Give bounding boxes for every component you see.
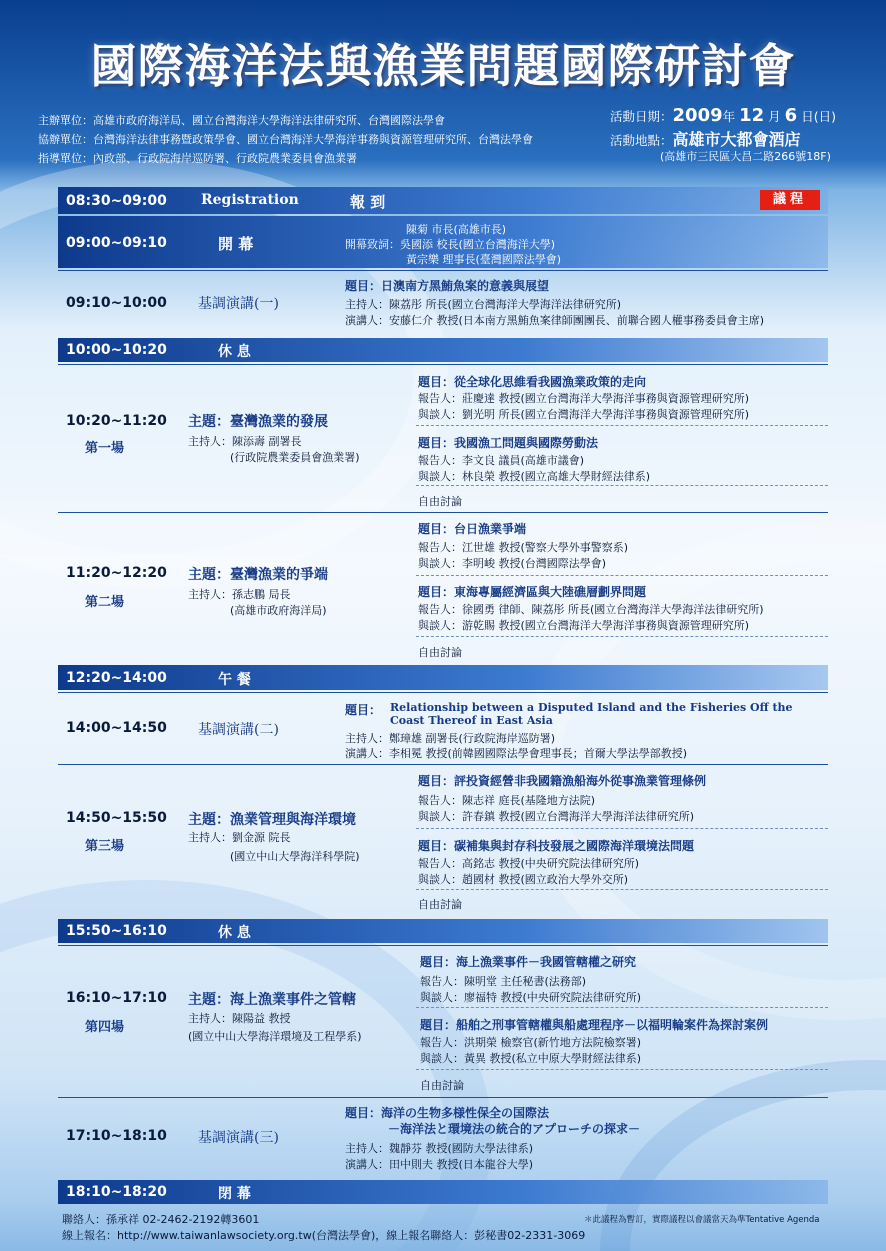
discussant: 與談人：游乾賜 教授(國立台灣海洋大學海洋事務與資源管理研究所) (418, 619, 750, 632)
time-slot: 10:00~10:20 (66, 342, 167, 358)
event-month: 12 (739, 105, 765, 126)
presenter: 報告人：洪期榮 檢察官(新竹地方法院檢察署) (420, 1036, 642, 1049)
registration-en: Registration (201, 192, 299, 208)
schedule-keynote-1 (58, 270, 828, 338)
event-day: 6 (784, 105, 798, 126)
closing-title: 閉 幕 (218, 1186, 251, 1202)
presenter: 報告人：高銘志 教授(中央研究院法律研究所) (418, 857, 640, 870)
schedule-session-4 (58, 945, 828, 1097)
event-month-unit: 月 (768, 109, 781, 124)
topic-label: 題目： (345, 703, 382, 717)
topic-title: 題目：東海專屬經濟區與大陸礁層劃界問題 (418, 585, 647, 599)
presenter: 報告人：莊慶達 教授(國立台灣海洋大學海洋事務與資源管理研究所) (418, 392, 750, 405)
free-discussion: 自由討論 (418, 898, 462, 911)
event-year-unit: 年 (722, 109, 736, 124)
topic-title: 題目：從全球化思維看我國漁業政策的走向 (418, 375, 647, 389)
time-slot: 16:10~17:10 (66, 990, 167, 1006)
schedule-closing (58, 1180, 828, 1204)
topic-title: 題目：評投資經營非我國籍漁船海外從事漁業管理條例 (418, 774, 707, 788)
free-discussion: 自由討論 (418, 646, 462, 659)
schedule-keynote-3 (58, 1097, 828, 1179)
time-slot: 14:50~15:50 (66, 810, 167, 826)
topic-title: 題目：海洋の生物多様性保全の国際法 (345, 1106, 550, 1120)
event-venue-label: 活動地點： (610, 133, 673, 148)
tentative-note: ＊此議程為暫訂，實際議程以會議當天為準Tentative Agenda (584, 1215, 820, 1225)
event-address: (高雄市三民區大昌二路266號18F) (660, 150, 831, 163)
time-slot: 09:10~10:00 (66, 295, 167, 311)
session-theme: 主題：海上漁業事件之管轄 (188, 992, 356, 1008)
presenter: 報告人：李文良 議員(高雄市議會) (418, 454, 585, 467)
session-label: 第四場 (85, 1020, 125, 1035)
speaker: 演講人：李相冕 教授(前韓國國際法學會理事長；首爾大學法學部教授) (345, 747, 688, 760)
time-slot: 15:50~16:10 (66, 923, 167, 939)
discussant: 與談人：黃異 教授(私立中原大學財經法律系) (420, 1052, 642, 1065)
online-registration: 線上報名：http://www.taiwanlawsociety.org.tw(台灣法學會)，線上報名聯絡人：彭秘書02-2331-3069 (62, 1229, 586, 1242)
keynote-title: 基調演講(一) (198, 296, 279, 312)
break-title: 休 息 (218, 344, 251, 360)
event-date (610, 105, 836, 126)
moderator: 主持人：陳添壽 副署長 (188, 435, 302, 448)
session-theme: 主題：漁業管理與海洋環境 (188, 812, 356, 828)
speaker: 演講人：安藤仁介 教授(日本南方黑鮪魚案律師團團長、前聯合國人權事務委員會主席) (345, 314, 765, 327)
free-discussion: 自由討論 (420, 1079, 464, 1092)
poster-title: 國際海洋法與漁業問題國際研討會 (90, 39, 796, 93)
presenter: 報告人：江世雄 教授(警察大學外事警察系) (418, 541, 629, 554)
presenter: 報告人：陳明堂 主任秘書(法務部) (420, 975, 587, 988)
session-label: 第二場 (85, 595, 125, 610)
schedule-break-2 (58, 919, 828, 943)
opening-speaker: 開幕致詞：吳國添 校長(國立台灣海洋大學) (345, 238, 556, 251)
lunch-title: 午 餐 (218, 672, 251, 688)
time-slot: 17:10~18:10 (66, 1128, 167, 1144)
time-slot: 14:00~14:50 (66, 720, 167, 736)
agenda-badge: 議程 (760, 190, 820, 210)
event-weekday: (日) (813, 109, 836, 124)
divider (416, 575, 828, 576)
moderator: 主持人：劉金源 院長 (188, 831, 291, 844)
opening-title: 開 幕 (218, 235, 254, 253)
session-theme: 主題：臺灣漁業的爭端 (188, 567, 328, 583)
break-title: 休 息 (218, 925, 251, 941)
schedule-session-3 (58, 764, 828, 918)
schedule-opening (58, 216, 828, 268)
divider (416, 485, 828, 486)
topic-title: 題目：日澳南方黑鮪魚案的意義與展望 (345, 279, 550, 293)
keynote-title: 基調演講(三) (198, 1130, 279, 1146)
divider (416, 828, 828, 829)
topic-title: Coast Thereof in East Asia (390, 714, 553, 727)
discussant: 與談人：許春鎮 教授(國立台灣海洋大學海洋法律研究所) (418, 810, 695, 823)
moderator-org: (高雄市政府海洋局) (230, 604, 327, 617)
opening-speaker: 陳菊 市長(高雄市長) (406, 223, 507, 236)
divider (416, 1069, 828, 1070)
divider (416, 1007, 828, 1008)
event-date-label: 活動日期： (610, 109, 673, 124)
time-slot: 11:20~12:20 (66, 565, 167, 581)
contact-info: 聯絡人：孫承祥 02-2462-2192轉3601 (62, 1213, 260, 1226)
presenter: 報告人：陳志祥 庭長(基隆地方法院) (418, 794, 596, 807)
topic-title: 題目：碳補集與封存科技發展之國際海洋環境法問題 (418, 839, 695, 853)
presenter: 報告人：徐國勇 律師、陳荔彤 所長(國立台灣海洋大學海洋法律研究所) (418, 603, 764, 616)
co-organizers: 協辦單位：台灣海洋法律事務暨政策學會、國立台灣海洋大學海洋事務與資源管理研究所、台灣法學會 (38, 133, 533, 146)
divider (416, 425, 828, 426)
moderator: 主持人：孫志鵬 局長 (188, 588, 291, 601)
event-year: 2009 (672, 105, 723, 126)
time-slot: 09:00~09:10 (66, 235, 167, 251)
moderator: 主持人：陳荔彤 所長(國立台灣海洋大學海洋法律研究所) (345, 298, 622, 311)
session-label: 第一場 (85, 441, 125, 456)
registration-zh: 報 到 (350, 193, 386, 211)
schedule-session-2 (58, 512, 828, 664)
topic-title: 題目：海上漁業事件－我國管轄權之研究 (420, 955, 637, 969)
schedule-break-1 (58, 338, 828, 362)
host-organizers: 主辦單位：高雄市政府海洋局、國立台灣海洋大學海洋法律研究所、台灣國際法學會 (38, 114, 445, 127)
moderator-org: (行政院農業委員會漁業署) (230, 451, 360, 464)
opening-speaker: 黃宗樂 理事長(臺灣國際法學會) (406, 253, 562, 266)
free-discussion: 自由討論 (418, 495, 462, 508)
topic-title: 題目：船舶之刑事管轄權與船處理程序－以福明輪案件為探討案例 (420, 1018, 769, 1032)
moderator: 主持人：魏靜芬 教授(國防大學法律系) (345, 1142, 534, 1155)
topic-title: 題目：台日漁業爭端 (418, 522, 527, 536)
discussant: 與談人：趙國材 教授(國立政治大學外交所) (418, 873, 629, 886)
time-slot: 18:10~18:20 (66, 1184, 167, 1200)
topic-title: 題目：我國漁工問題與國際勞動法 (418, 436, 599, 450)
divider (416, 636, 828, 637)
moderator-org: (國立中山大學海洋科學院) (230, 850, 360, 863)
discussant: 與談人：李明峻 教授(台灣國際法學會) (418, 557, 607, 570)
session-label: 第三場 (85, 839, 125, 854)
divider (416, 889, 828, 890)
discussant: 與談人：劉光明 所長(國立台灣海洋大學海洋事務與資源管理研究所) (418, 408, 750, 421)
schedule-session-1 (58, 364, 828, 512)
discussant: 與談人：廖福特 教授(中央研究院法律研究所) (420, 991, 642, 1004)
moderator: 主持人：鄭璋雄 副署長(行政院海岸巡防署) (345, 732, 556, 745)
event-day-unit: 日 (801, 109, 814, 124)
topic-title: Relationship between a Disputed Island and the Fisheries Off the (390, 701, 793, 714)
time-slot: 08:30~09:00 (66, 193, 167, 209)
discussant: 與談人：林良榮 教授(國立高雄大學財經法律系) (418, 470, 651, 483)
topic-subtitle: －海洋法と環境法の統合的アプローチの探求－ (388, 1122, 641, 1136)
schedule-keynote-2 (58, 692, 828, 764)
time-slot: 10:20~11:20 (66, 413, 167, 429)
keynote-title: 基調演講(二) (198, 722, 279, 738)
event-venue-name: 高雄市大都會酒店 (672, 130, 801, 149)
speaker: 演講人：田中則夫 教授(日本龍谷大學) (345, 1158, 534, 1171)
schedule-lunch (58, 665, 828, 690)
schedule-registration (58, 187, 828, 214)
moderator-org: (國立中山大學海洋環境及工程學系) (188, 1030, 362, 1043)
guiding-organizers: 指導單位：內政部、行政院海岸巡防署、行政院農業委員會漁業署 (38, 152, 357, 165)
session-theme: 主題：臺灣漁業的發展 (188, 414, 328, 430)
event-venue (610, 127, 801, 150)
time-slot: 12:20~14:00 (66, 670, 167, 686)
moderator: 主持人：陳陽益 教授 (188, 1012, 291, 1025)
